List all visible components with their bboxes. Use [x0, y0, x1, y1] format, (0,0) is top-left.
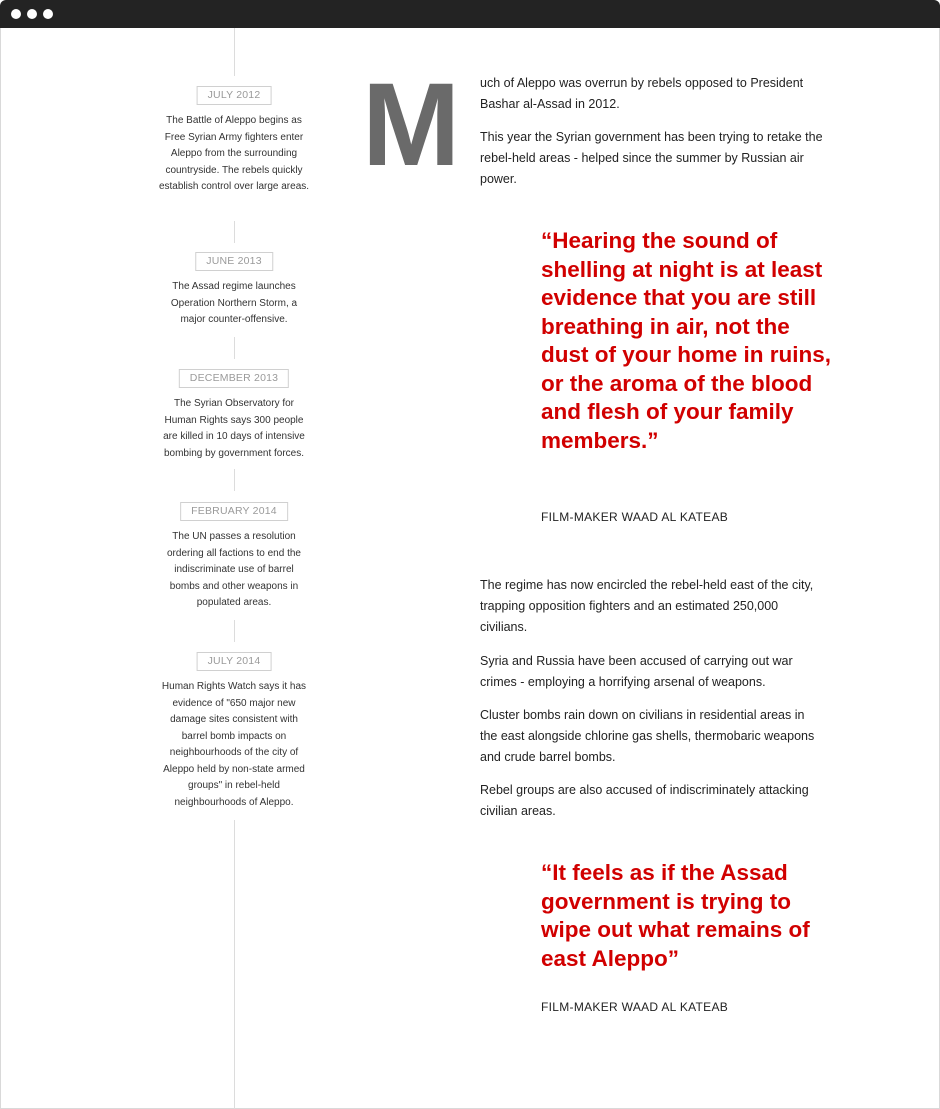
article-paragraph: Rebel groups are also accused of indiscriminately attacking civilian areas. — [480, 783, 809, 818]
quote-attribution: FILM-MAKER WAAD AL KATEAB — [541, 1000, 729, 1014]
article-intro: uch of Aleppo was overrun by rebels opposed to President Bashar al-Assad in 2012. — [480, 76, 804, 111]
timeline-line — [234, 820, 235, 1109]
window-dot-icon[interactable] — [11, 9, 21, 19]
timeline-line — [234, 337, 235, 359]
article-paragraph: This year the Syrian government has been trying to retake the rebel-held areas - helped since the summer by Russian air power. — [480, 130, 823, 186]
timeline-date: JULY 2014 — [197, 652, 272, 671]
timeline-text: The Syrian Observatory for Human Rights says 300 people are killed in 10 days of intensive bombing by government forces. — [163, 398, 305, 459]
timeline-date: JULY 2012 — [197, 86, 272, 105]
window-dot-icon[interactable] — [43, 9, 53, 19]
drop-cap: M — [362, 59, 459, 191]
pull-quote: “Hearing the sound of shelling at night is at least evidence that you are still breathing in air, not the dust of your home in ruins, or the aroma of the blood and flesh of your family members.” — [541, 228, 832, 453]
timeline-text: Human Rights Watch says it has evidence of "650 major new damage sites consistent with barrel bomb impacts on neighbourhoods of the city of Aleppo held by non-state armed groups" in rebel-held neighbourhoods of Aleppo. — [161, 681, 307, 808]
article-paragraph: Syria and Russia have been accused of carrying out war crimes - employing a horrifying arsenal of weapons. — [480, 654, 793, 689]
timeline-line — [234, 221, 235, 243]
timeline-line — [234, 620, 235, 642]
timeline-date: FEBRUARY 2014 — [180, 502, 288, 521]
timeline-date: DECEMBER 2013 — [179, 369, 289, 388]
pull-quote: “It feels as if the Assad government is trying to wipe out what remains of east Aleppo” — [541, 860, 810, 971]
timeline-text: The Battle of Aleppo begins as Free Syrian Army fighters enter Aleppo from the surrounding countryside. The rebels quickly establish control over large areas. — [158, 115, 310, 192]
timeline-line — [234, 28, 235, 76]
window-dot-icon[interactable] — [27, 9, 37, 19]
article-paragraph: Cluster bombs rain down on civilians in residential areas in the east alongside chlorine gas shells, thermobaric weapons and crude barrel bombs. — [480, 708, 815, 764]
timeline-date: JUNE 2013 — [195, 252, 273, 271]
browser-title-bar — [0, 0, 940, 28]
timeline-line — [234, 469, 235, 491]
timeline-text: The UN passes a resolution ordering all factions to end the indiscriminate use of barrel bombs and other weapons in populated areas. — [167, 531, 301, 608]
quote-attribution: FILM-MAKER WAAD AL KATEAB — [541, 510, 729, 524]
timeline-text: The Assad regime launches Operation Northern Storm, a major counter-offensive. — [170, 281, 298, 325]
article-paragraph: The regime has now encircled the rebel-held east of the city, trapping opposition fighters and an estimated 250,000 civilians. — [480, 578, 814, 634]
